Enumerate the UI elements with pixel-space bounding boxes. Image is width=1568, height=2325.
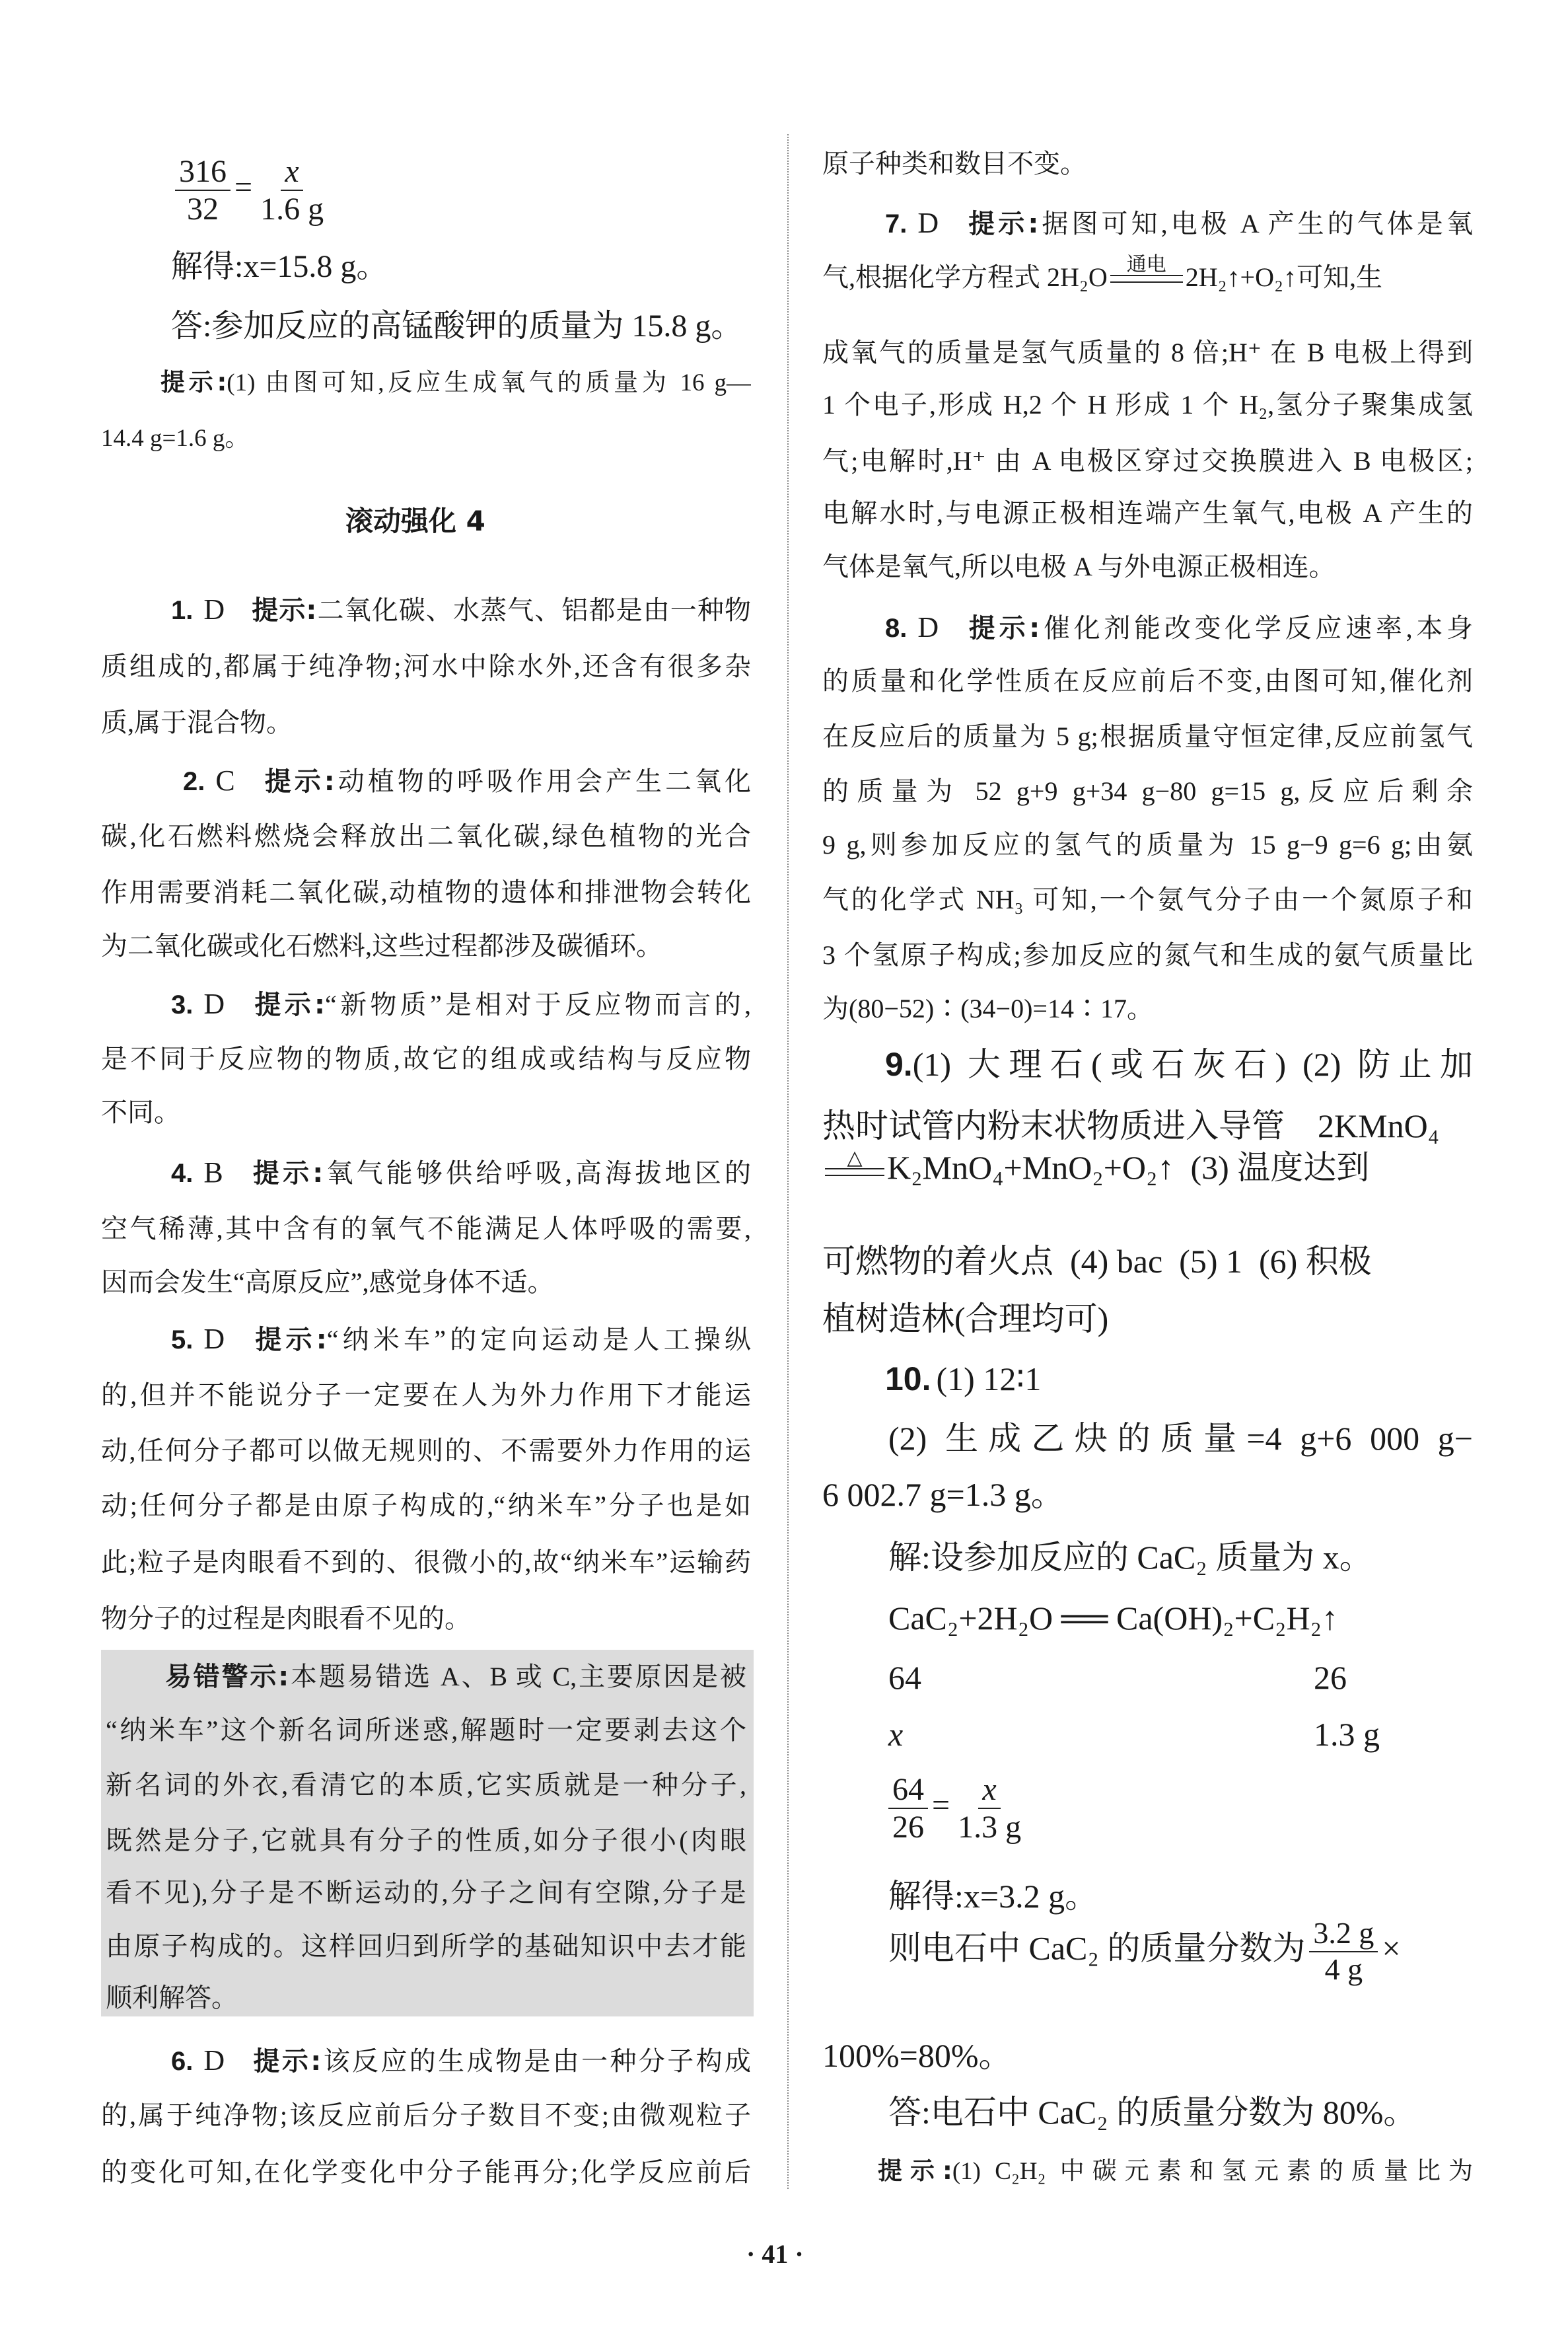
answer-choice: C — [215, 765, 235, 797]
text: 催化剂能改变化学反应速率,本身 — [1040, 613, 1473, 643]
q8-line: 9 g,则参加反应的氢气的质量为 15 g−9 g=6 g;由氨 — [822, 830, 1473, 860]
warning-line: 看不见),分子是不断运动的,分子之间有空隙,分子是 — [106, 1878, 746, 1907]
q7-line: 气体是氧气,所以电极 A 与外电源正极相连。 — [822, 552, 1336, 581]
q8-line: 气的化学式 NH₃ 可知,一个氨气分子由一个氮原子和 — [822, 885, 1473, 914]
q8-line: 的质量和化学性质在反应前后不变,由图可知,催化剂 — [822, 666, 1473, 696]
q10-line: 解:设参加反应的 CaC₂ 质量为 x。 — [888, 1539, 1372, 1576]
reaction-condition — [1110, 255, 1183, 293]
q4-line: 空气稀薄,其中含有的氧气不能满足人体呼吸的需要, — [101, 1214, 751, 1243]
hint-label: 提示: — [251, 1325, 327, 1355]
q3-line: 是不同于反应物的物质,故它的组成或结构与反应物 — [101, 1044, 751, 1074]
text: 二氧化碳、水蒸气、铝都是由一种物 — [316, 595, 751, 625]
denominator: 4 g — [1324, 1952, 1363, 1986]
numerator: 64 — [888, 1771, 928, 1809]
question-number: 4. — [171, 1159, 194, 1188]
text: 本题易错选 A、B 或 C,主要原因是被 — [289, 1662, 746, 1691]
warning-line: 新名词的外衣,看清它的本质,它实质就是一种分子, — [106, 1770, 746, 1800]
times: × — [1382, 1929, 1401, 1967]
text: 该反应的生成物是由一种分子构成 — [321, 2046, 751, 2076]
question-number: 7. — [885, 209, 908, 239]
q5-line — [171, 1323, 751, 1355]
reaction-condition — [825, 1148, 884, 1187]
hint-label: 提示: — [251, 990, 326, 1020]
warning-line: 由原子构成的。这样回归到所学的基础知识中去才能 — [106, 1931, 746, 1961]
q8-line: 3 个氢原子构成;参加反应的氮气和生成的氨气质量比 — [822, 940, 1473, 970]
mass-fraction-line — [888, 1916, 1401, 1987]
answer-choice: D — [203, 594, 225, 626]
q6-line: 的变化可知,在化学变化中分子能再分;化学反应前后 — [101, 2157, 751, 2187]
tip-line — [160, 367, 751, 398]
denominator: 1.3 g — [958, 1810, 1022, 1845]
ratio-value: 64 — [888, 1659, 921, 1696]
answer-line: 答:参加反应的高锰酸钾的质量为 15.8 g。 — [171, 309, 743, 344]
q1-line — [171, 594, 751, 626]
fraction-equation — [171, 153, 332, 227]
q10-line: 6 002.7 g=1.3 g。 — [822, 1476, 1064, 1513]
column-divider — [787, 134, 789, 2189]
hint-label: 提示: — [965, 209, 1039, 239]
q3-line: 不同。 — [101, 1097, 180, 1127]
q10-line: (2) 生成乙炔的质量=4 g+6 000 g− — [888, 1420, 1473, 1457]
q1-line: 质,属于混合物。 — [101, 708, 293, 737]
q2-line: 为二氧化碳或化石燃料,这些过程都涉及碳循环。 — [101, 931, 662, 961]
text: “新物质”是相对于反应物而言的, — [325, 990, 751, 1019]
ratio-value: 26 — [1314, 1659, 1347, 1696]
hint-label: 提示: — [249, 1158, 324, 1189]
q5-line: 动,任何分子都可以做无规则的、不需要外力作用的运 — [101, 1436, 751, 1465]
q9-line: 植树造林(合理均可) — [822, 1300, 1109, 1337]
text: (1) 大理石(或石灰石) (2) 防止加 — [912, 1046, 1473, 1083]
ratio-value: x — [888, 1716, 904, 1753]
text: 则电石中 CaC₂ 的质量分数为 — [888, 1929, 1306, 1967]
q10-line — [885, 1360, 1041, 1398]
text: 据图可知,电极 A 产生的气体是氧 — [1038, 209, 1473, 239]
text: 2H₂↑+O₂↑可知,生 — [1185, 262, 1382, 292]
question-number: 6. — [171, 2047, 194, 2076]
hint-label: 提示: — [251, 595, 317, 626]
q8-line: 的质量为 52 g+9 g+34 g−80 g=15 g,反应后剩余 — [822, 776, 1473, 806]
q9-line: 热时试管内粉末状物质进入导管 2KMnO₄ — [822, 1107, 1440, 1144]
denominator: 32 — [187, 192, 219, 227]
question-number: 2. — [183, 767, 205, 796]
hint-label: 提示: — [878, 2157, 952, 2185]
text: 气,根据化学方程式 2H₂O — [822, 262, 1108, 292]
equals: = — [932, 1788, 950, 1824]
question-number: 5. — [171, 1325, 194, 1354]
q10-line: 100%=80%。 — [822, 2037, 1012, 2074]
hint-label: 提示: — [965, 613, 1040, 644]
tip-line: 14.4 g=1.6 g。 — [101, 425, 250, 452]
numerator: x — [281, 153, 303, 191]
hint-label: 易错警示: — [165, 1662, 289, 1692]
numerator: 3.2 g — [1309, 1916, 1378, 1952]
numerator: x — [978, 1771, 1000, 1809]
chemical-equation: CaC₂+2H₂O ══ Ca(OH)₂+C₂H₂↑ — [888, 1600, 1339, 1637]
section-heading: 滚动强化 4 — [345, 505, 485, 537]
q8-line: 为(80−52)∶(34−0)=14∶17。 — [822, 994, 1153, 1023]
q1-line: 质组成的,都属于纯净物;河水中除水外,还含有很多杂 — [101, 651, 751, 681]
text: 动植物的呼吸作用会产生二氧化 — [334, 766, 751, 796]
question-number: 9. — [885, 1046, 913, 1083]
denominator: 1.6 g — [260, 192, 324, 227]
hint-label: 提示: — [160, 368, 227, 396]
q7-line: 成氧气的质量是氢气质量的 8 倍;H⁺ 在 B 电极上得到 — [822, 338, 1473, 367]
question-number: 3. — [171, 990, 194, 1019]
answer-choice: B — [203, 1157, 223, 1189]
q2-line: 碳,化石燃料燃烧会释放出二氧化碳,绿色植物的光合 — [101, 821, 751, 851]
q10-line: 解得:x=3.2 g。 — [888, 1878, 1098, 1915]
q10-line: 答:电石中 CaC₂ 的质量分数为 80%。 — [888, 2094, 1417, 2131]
q2-line: 作用需要消耗二氧化碳,动植物的遗体和排泄物会转化 — [101, 877, 751, 907]
q7-equation-line — [822, 255, 1382, 314]
equals: = — [234, 170, 253, 205]
warning-line — [165, 1661, 746, 1693]
heat-symbol: △ — [847, 1147, 863, 1169]
text: “纳米车”的定向运动是人工操纵 — [326, 1325, 751, 1354]
q9-line — [885, 1045, 1473, 1084]
question-number: 10. — [885, 1360, 931, 1397]
warning-line: 既然是分子,它就具有分子的性质,如分子很小(肉眼 — [106, 1826, 746, 1855]
q7-line: 气;电解时,H⁺ 由 A 电极区穿过交换膜进入 B 电极区; — [822, 446, 1473, 476]
answer-choice: D — [203, 2045, 225, 2077]
hint-label: 提示: — [251, 2046, 322, 2077]
equals-sign — [825, 1168, 884, 1176]
ratio-value: 1.3 g — [1314, 1716, 1380, 1753]
q6-line — [171, 2045, 751, 2077]
question-number: 1. — [171, 596, 194, 625]
warning-line: 顺利解答。 — [106, 1983, 238, 2012]
tip-text: (1) 由图可知,反应生成氧气的质量为 16 g— — [227, 369, 751, 396]
text: (1) 12∶1 — [936, 1360, 1042, 1397]
q5-line: 物分子的过程是肉眼看不见的。 — [101, 1604, 471, 1633]
q8-line — [885, 612, 1473, 644]
page-number: · 41 · — [746, 2239, 804, 2269]
q5-line: 动;任何分子都是由原子构成的,“纳米车”分子也是如 — [101, 1491, 751, 1520]
equals-sign — [1110, 275, 1183, 283]
warning-line: “纳米车”这个新名词所迷惑,解题时一定要剥去这个 — [106, 1715, 746, 1745]
numerator: 316 — [175, 153, 231, 191]
q4-line: 因而会发生“高原反应”,感觉身体不适。 — [101, 1267, 554, 1297]
question-number: 8. — [885, 614, 908, 643]
answer-choice: D — [917, 612, 939, 644]
q7-line: 电解水时,与电源正极相连端产生氧气,电极 A 产生的 — [822, 498, 1473, 528]
fraction-equation — [884, 1771, 1029, 1845]
solve-line: 解得:x=15.8 g。 — [171, 249, 388, 284]
hint-label: 提示: — [261, 766, 335, 797]
q5-line: 此;粒子是肉眼看不到的、很微小的,故“纳米车”运输药 — [101, 1547, 751, 1577]
q8-line: 在反应后的质量为 5 g;根据质量守恒定律,反应前氢气 — [822, 721, 1473, 751]
q7-line — [885, 207, 1473, 239]
q6-line: 的,属于纯净物;该反应前后分子数目不变;由微观粒子 — [101, 2100, 751, 2130]
q2-line — [183, 765, 751, 797]
q9-line: 可燃物的着火点 (4) bac (5) 1 (6) 积极 — [822, 1243, 1372, 1280]
answer-choice: D — [917, 207, 939, 239]
q9-equation-line — [822, 1148, 1369, 1221]
condition-label: 通电 — [1126, 254, 1166, 276]
continuation-line: 原子种类和数目不变。 — [822, 149, 1087, 178]
answer-choice: D — [203, 988, 225, 1020]
text: (1) C₂H₂ 中碳元素和氢元素的质量比为 — [952, 2158, 1473, 2185]
q10-tip-line — [878, 2155, 1473, 2187]
text: K₂MnO₄+MnO₂+O₂↑ (3) 温度达到 — [887, 1149, 1370, 1186]
text: 氧气能够供给呼吸,高海拔地区的 — [323, 1158, 751, 1188]
denominator: 26 — [892, 1810, 924, 1845]
q7-line: 1 个电子,形成 H,2 个 H 形成 1 个 H₂,氢分子聚集成氢 — [822, 390, 1473, 420]
answer-choice: D — [203, 1323, 225, 1355]
q3-line — [171, 988, 751, 1020]
q5-line: 的,但并不能说分子一定要在人为外力作用下才能运 — [101, 1380, 751, 1410]
q4-line — [171, 1157, 751, 1189]
